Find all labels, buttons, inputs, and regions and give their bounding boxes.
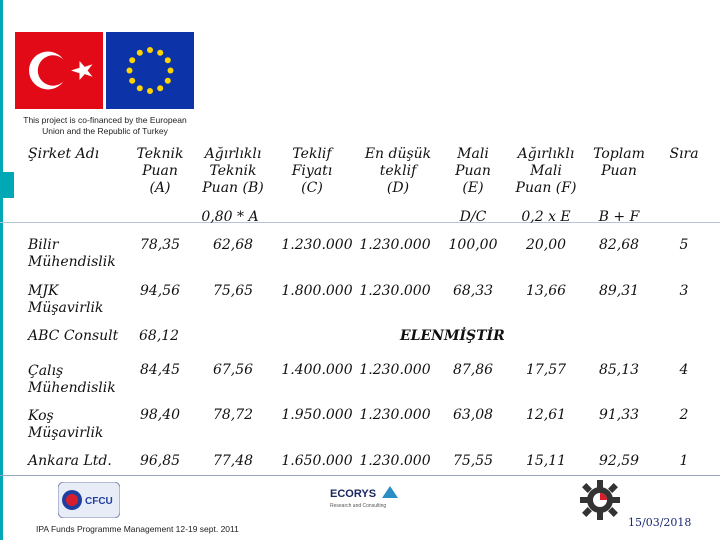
cell-tech-score: 68,12: [139, 328, 180, 344]
cell-weighted-tech: 75,65: [212, 283, 254, 299]
cell-weighted-fin: 12,61: [525, 407, 567, 423]
row-company: [28, 283, 103, 317]
cell-weighted-tech: 78,72: [212, 407, 254, 423]
header-weighted-fin-line3: Puan (F): [515, 180, 577, 196]
cell-tech-score: 94,56: [139, 283, 181, 299]
cell-weighted-tech: 62,68: [212, 237, 254, 253]
formula-weighted-fin: 0,2 x E: [521, 209, 571, 225]
header-fin-score-line2: Puan: [455, 163, 491, 179]
ecorys-tagline: Research and Consulting: [330, 503, 387, 509]
cell-total-score: 92,59: [598, 453, 640, 469]
footer-caption: IPA Funds Programme Management 12-19 sept. 2011: [36, 524, 239, 534]
header-fin-score: [438, 146, 508, 197]
header-lowest-offer-line2: teklif: [379, 163, 417, 179]
cell-lowest-offer: 1.230.000: [359, 362, 431, 378]
header-weighted-tech-line2: Teknik: [209, 163, 257, 179]
cell-tech-score: 98,40: [139, 407, 181, 423]
header-tech-score-line2: Puan: [142, 163, 178, 179]
cell-weighted-fin: 17,57: [525, 362, 567, 378]
row-company: ABC Consult: [28, 328, 119, 344]
cell-weighted-fin: 20,00: [525, 237, 567, 253]
header-rank: Sıra: [669, 146, 699, 162]
row-company-line1: Bilir: [28, 237, 59, 253]
header-tech-score-line3: (A): [149, 180, 171, 196]
cell-total-score: 91,33: [598, 407, 640, 423]
header-total-score: [584, 146, 654, 180]
header-weighted-fin: [506, 146, 586, 197]
cell-tech-score: 84,45: [139, 362, 181, 378]
cell-tech-score: 96,85: [139, 453, 181, 469]
cell-offer-price: 1.800.000: [281, 283, 353, 299]
crescent-star-icon: [15, 32, 103, 109]
footer-date: 15/03/2018: [628, 516, 692, 529]
cell-rank: 1: [679, 453, 689, 469]
header-lowest-offer-line1: En düşük: [364, 146, 432, 162]
eu-stars-icon: [106, 32, 194, 109]
cell-weighted-fin: 15,11: [525, 453, 567, 469]
turkish-flag: [15, 32, 103, 109]
header-weighted-tech: [193, 146, 273, 197]
header-weighted-fin-line2: Mali: [530, 163, 562, 179]
cell-fin-score: 68,33: [452, 283, 494, 299]
header-offer-price-line2: Fiyatı: [291, 163, 333, 179]
row-company: [28, 237, 116, 271]
eliminated-label: ELENMİŞTİR: [400, 328, 505, 344]
cell-fin-score: 87,86: [452, 362, 494, 378]
gear-icon: [578, 478, 622, 522]
header-weighted-fin-line1: Ağırlıklı: [517, 146, 575, 162]
row-company: Ankara Ltd.: [28, 453, 112, 469]
ecorys-logo: [330, 482, 402, 512]
header-tech-score-line1: Teknik: [136, 146, 184, 162]
cell-weighted-tech: 67,56: [212, 362, 254, 378]
row-company-line2: Mühendislik: [28, 254, 116, 270]
cell-tech-score: 78,35: [139, 237, 181, 253]
header-weighted-tech-line3: Puan (B): [202, 180, 264, 196]
row-company-line1: Koş: [28, 408, 54, 424]
cell-offer-price: 1.950.000: [281, 407, 353, 423]
side-accent-tab: [0, 172, 14, 198]
header-offer-price-line1: Teklif: [292, 146, 332, 162]
row-company-line2: Müşavirlik: [28, 300, 104, 316]
cell-total-score: 89,31: [598, 283, 640, 299]
formula-fin-score: D/C: [459, 209, 487, 225]
side-accent-bar: [0, 0, 3, 540]
cell-rank: 4: [679, 362, 689, 378]
cell-rank: 3: [679, 283, 689, 299]
ecorys-logo-text: ECORYS: [330, 488, 377, 500]
cell-lowest-offer: 1.230.000: [359, 407, 431, 423]
cell-weighted-fin: 13,66: [525, 283, 567, 299]
cell-total-score: 82,68: [598, 237, 640, 253]
cell-fin-score: 100,00: [448, 237, 498, 253]
cell-rank: 2: [679, 407, 689, 423]
row-company: [28, 408, 103, 442]
cell-offer-price: 1.230.000: [281, 237, 353, 253]
cell-lowest-offer: 1.230.000: [359, 453, 431, 469]
formula-weighted-tech: 0,80 * A: [201, 209, 259, 225]
header-tech-score: [124, 146, 196, 197]
row-company-line1: MJK: [28, 283, 59, 299]
header-lowest-offer-line3: (D): [386, 180, 410, 196]
gear-logo: [578, 478, 622, 522]
header-fin-score-line1: Mali: [457, 146, 489, 162]
cfcu-logo-text: CFCU: [85, 496, 113, 507]
cell-fin-score: 75,55: [452, 453, 494, 469]
eu-flag: [106, 32, 194, 109]
row-company-line1: Çalış: [28, 363, 64, 379]
header-total-score-line1: Toplam: [593, 146, 645, 162]
row-company-line2: Müşavirlik: [28, 425, 104, 441]
header-company: Şirket Adı: [28, 146, 100, 162]
header-weighted-tech-line1: Ağırlıklı: [204, 146, 262, 162]
formula-total-score: B + F: [598, 209, 640, 225]
cell-offer-price: 1.650.000: [281, 453, 353, 469]
header-total-score-line2: Puan: [601, 163, 637, 179]
header-fin-score-line3: (E): [462, 180, 484, 196]
cell-lowest-offer: 1.230.000: [359, 283, 431, 299]
header-lowest-offer: [358, 146, 438, 197]
header-offer-price-line3: (C): [301, 180, 323, 196]
cell-offer-price: 1.400.000: [281, 362, 353, 378]
cofinance-caption: This project is co-financed by the European Union and the Republic of Turkey: [23, 115, 187, 136]
row-company: [28, 363, 116, 397]
cell-lowest-offer: 1.230.000: [359, 237, 431, 253]
row-company-line2: Mühendislik: [28, 380, 116, 396]
cell-rank: 5: [679, 237, 689, 253]
cfcu-logo: [58, 482, 120, 518]
header-offer-price: [277, 146, 347, 197]
cell-fin-score: 63,08: [452, 407, 494, 423]
cell-weighted-tech: 77,48: [212, 453, 254, 469]
footer-divider: [0, 475, 720, 476]
cell-total-score: 85,13: [598, 362, 640, 378]
